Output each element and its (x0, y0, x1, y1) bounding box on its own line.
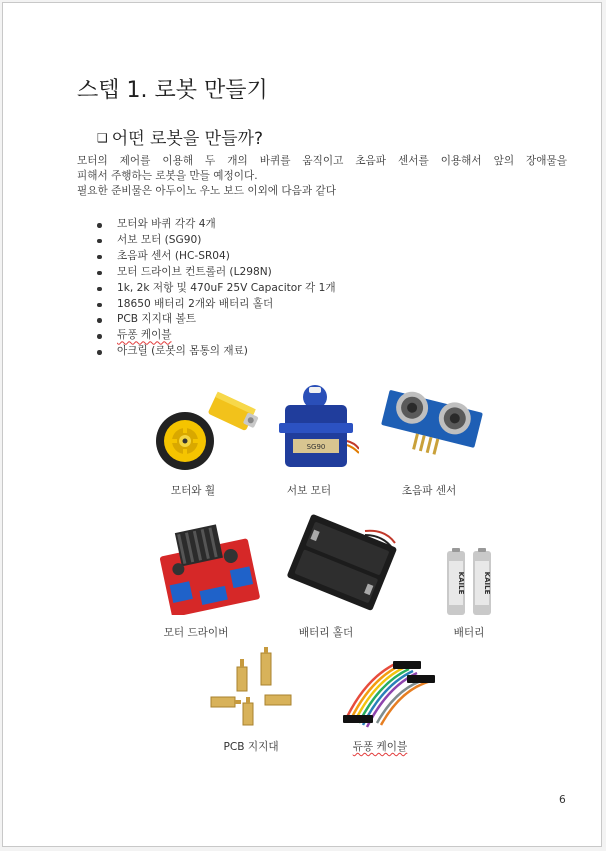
caption-dupont-cable (353, 739, 408, 754)
list-item: 모터와 바퀴 각각 4개 (97, 217, 336, 233)
intro-paragraph (77, 154, 567, 199)
page-number: 6 (559, 794, 566, 806)
dupont-cable-image (337, 657, 437, 729)
materials-list (97, 217, 336, 360)
list-item: 1k, 2k 저항 및 470uF 25V Capacitor 각 1개 (97, 281, 336, 297)
paragraph-line: 필요한 준비물은 아두이노 우노 보드 이외에 다음과 같다 (77, 185, 336, 197)
list-item: 모터 드라이브 컨트롤러 (L298N) (97, 265, 336, 281)
caption-motor-driver: 모터 드라이버 (163, 627, 229, 639)
page-title: 스텝 1. 로봇 만들기 (77, 78, 268, 103)
battery-brand-label: KAILE (483, 571, 491, 595)
pcb-support-image (203, 647, 299, 729)
caption-ultrasonic-sensor: 초음파 센서 (401, 485, 457, 497)
document-page (2, 2, 602, 847)
caption-servo-motor: 서보 모터 (286, 485, 332, 497)
servo-label: SG90 (306, 443, 326, 451)
caption-dupont-cable-text: 듀퐁 케이블 (352, 741, 408, 753)
motor-wheel-image (155, 385, 265, 473)
caption-battery-holder: 배터리 홀더 (298, 627, 354, 639)
caption-motor-wheel: 모터와 휠 (170, 485, 216, 497)
caption-battery: 배터리 (453, 627, 485, 639)
list-item-text: 듀퐁 케이블 (117, 329, 172, 342)
paragraph-line: 모터의 제어를 이용해 두 개의 바퀴를 움직이고 초음파 센서를 이용해서 앞의 장애물을 (77, 155, 567, 167)
list-item: 초음파 센서 (HC-SR04) (97, 249, 336, 265)
list-item (97, 328, 336, 344)
servo-motor-image (275, 383, 359, 471)
list-item: 아크릴 (로봇의 몸통의 재료) (97, 344, 336, 360)
caption-pcb-support: PCB 지지대 (223, 741, 279, 753)
battery-image (443, 547, 497, 619)
battery-holder-image (285, 513, 401, 617)
section-heading-text: 어떤 로봇을 만들까? (111, 129, 263, 149)
ultrasonic-sensor-image (377, 383, 487, 467)
battery-brand-label: KAILE (457, 571, 465, 595)
list-item: 서보 모터 (SG90) (97, 233, 336, 249)
list-item: 18650 배터리 2개와 배터리 홀더 (97, 297, 336, 313)
motor-driver-image (153, 519, 263, 615)
section-heading (97, 124, 263, 149)
paragraph-line: 피해서 주행하는 로봇을 만들 예정이다. (77, 170, 258, 182)
checkbox-bullet-icon: ❑ (97, 131, 108, 145)
list-item: PCB 지지대 볼트 (97, 312, 336, 328)
